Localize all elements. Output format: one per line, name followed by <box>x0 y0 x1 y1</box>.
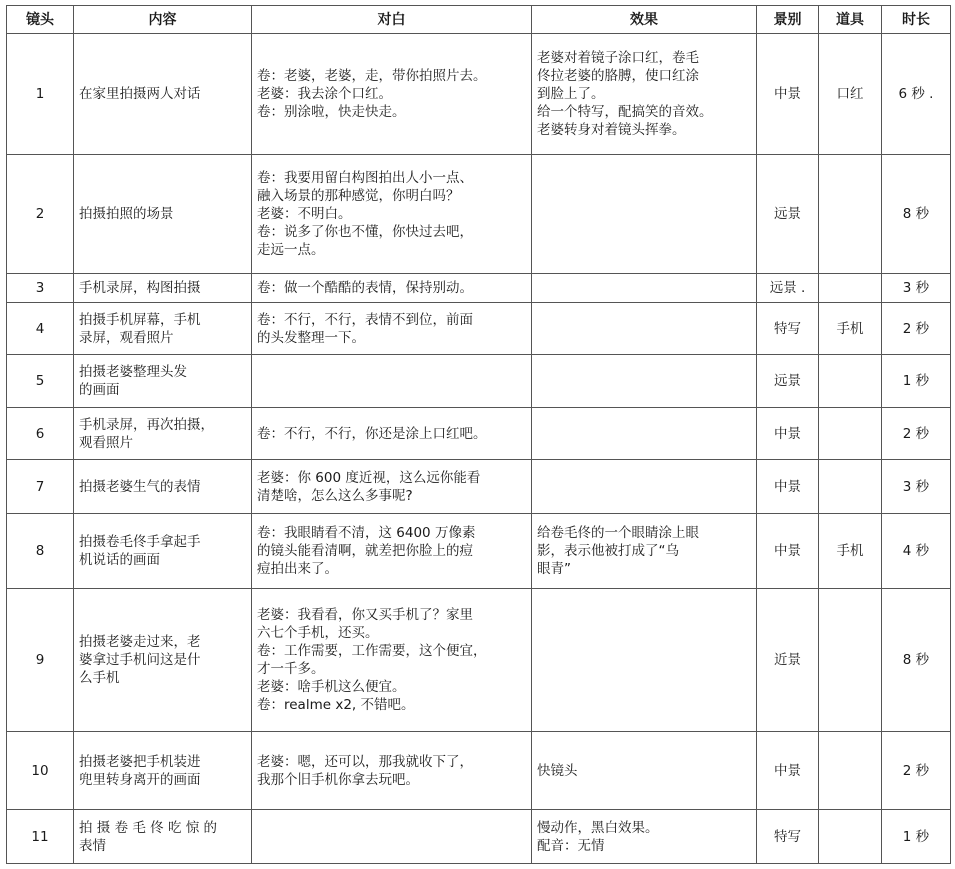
duration-cell: 1 秒 <box>882 355 951 408</box>
effect-cell <box>532 408 757 460</box>
dialogue-cell-line: 融入场景的那种感觉，你明白吗？ <box>257 188 460 204</box>
shot-size-cell: 特写 <box>757 810 819 864</box>
shot-number-cell: 5 <box>7 355 74 408</box>
dialogue-cell-line: 的头发整理一下。 <box>257 329 365 346</box>
content-cell-line: 拍摄卷毛佟手拿起手 <box>79 534 201 550</box>
shot-number-cell: 8 <box>7 514 74 589</box>
duration-cell: 1 秒 <box>882 810 951 864</box>
dialogue-cell-line: 老婆：我去涂个口红。 <box>257 86 392 102</box>
content-cell-line: 拍 摄 卷 毛 佟 吃 惊 的 <box>79 819 218 836</box>
effect-cell <box>532 810 757 864</box>
dialogue-cell-line: 老婆：啥手机这么便宜。 <box>257 679 406 695</box>
shot-number-cell: 11 <box>7 810 74 864</box>
effect-cell-line: 给一个特写，配搞笑的音效。 <box>537 104 713 120</box>
table-row <box>7 460 951 514</box>
dialogue-cell-line: 卷：不行，不行，表情不到位，前面 <box>257 311 473 328</box>
dialogue-cell-line: 老婆：不明白。 <box>257 206 352 222</box>
shot-size-cell: 中景 <box>757 408 819 460</box>
effect-cell-line: 影，表示他被打成了“乌 <box>537 543 679 559</box>
content-cell <box>74 155 252 274</box>
duration-cell: 4 秒 <box>882 514 951 589</box>
shot-number-cell: 2 <box>7 155 74 274</box>
dialogue-cell <box>252 810 532 864</box>
effect-cell-line: 佟拉老婆的胳膊，使口红涂 <box>537 68 699 84</box>
header-prop: 道具 <box>819 6 882 34</box>
shot-size-cell: 近景 <box>757 589 819 732</box>
dialogue-cell-line: 我那个旧手机你拿去玩吧。 <box>257 771 419 788</box>
header-shot-size: 景别 <box>757 6 819 34</box>
prop-cell <box>819 155 882 274</box>
dialogue-cell <box>252 274 532 303</box>
shot-number-cell: 3 <box>7 274 74 303</box>
shot-size-cell: 中景 <box>757 460 819 514</box>
content-cell <box>74 514 252 589</box>
duration-cell: 6 秒 . <box>882 34 951 155</box>
dialogue-cell-line: 卷：我要用留白构图拍出人小一点、 <box>257 170 473 186</box>
content-cell <box>74 408 252 460</box>
dialogue-cell-line: 老婆：我看看，你又买手机了？家里 <box>257 607 473 623</box>
dialogue-cell <box>252 155 532 274</box>
dialogue-cell-line: 六七个手机，还买。 <box>257 625 379 641</box>
prop-cell <box>819 408 882 460</box>
content-cell <box>74 303 252 355</box>
content-cell-line: 表情 <box>79 837 106 854</box>
dialogue-cell-line: 卷：做一个酷酷的表情，保持别动。 <box>257 280 473 296</box>
prop-cell <box>819 274 882 303</box>
content-cell-line: 拍摄老婆整理头发 <box>79 364 187 380</box>
table-row <box>7 155 951 274</box>
prop-cell <box>819 355 882 408</box>
content-cell-line: 拍摄手机屏幕，手机 <box>79 311 201 328</box>
table-row <box>7 274 951 303</box>
dialogue-cell-line: 的镜头能看清啊，就差把你脸上的痘 <box>257 543 473 559</box>
dialogue-cell-line: 清楚啥，怎么这么多事呢? <box>257 487 413 504</box>
shot-number-cell: 7 <box>7 460 74 514</box>
prop-cell <box>819 732 882 810</box>
content-cell-line: 手机录屏，构图拍摄 <box>79 280 201 296</box>
dialogue-cell-line: 老婆：你 600 度近视，这么远你能看 <box>257 469 481 486</box>
header-content: 内容 <box>74 6 252 34</box>
shot-size-cell: 中景 <box>757 732 819 810</box>
table-row <box>7 408 951 460</box>
header-row <box>7 6 951 34</box>
header-effect: 效果 <box>532 6 757 34</box>
effect-cell-line: 老婆对着镜子涂口红，卷毛 <box>537 50 699 66</box>
dialogue-cell-line: 卷：不行，不行，你还是涂上口红吧。 <box>257 425 487 442</box>
duration-cell: 8 秒 <box>882 589 951 732</box>
effect-cell <box>532 460 757 514</box>
content-cell-line: 录屏，观看照片 <box>79 329 174 346</box>
table-row <box>7 732 951 810</box>
effect-cell-line: 到脸上了。 <box>537 86 605 102</box>
dialogue-cell-line: 痘拍出来了。 <box>257 561 338 577</box>
shot-number-cell: 1 <box>7 34 74 155</box>
content-cell-line: 在家里拍摄两人对话 <box>79 86 201 102</box>
dialogue-cell-line: 卷：说多了你也不懂，你快过去吧， <box>257 224 473 240</box>
dialogue-cell-line: 走远一点。 <box>257 242 325 258</box>
content-cell <box>74 274 252 303</box>
table-row <box>7 355 951 408</box>
duration-cell: 3 秒 <box>882 274 951 303</box>
content-cell <box>74 34 252 155</box>
table-row <box>7 589 951 732</box>
prop-cell: 口红 <box>819 34 882 155</box>
header-shot: 镜头 <box>7 6 74 34</box>
content-cell-line: 婆拿过手机问这是什 <box>79 652 201 668</box>
dialogue-cell <box>252 514 532 589</box>
effect-cell <box>532 274 757 303</box>
duration-cell: 2 秒 <box>882 408 951 460</box>
shot-size-cell: 中景 <box>757 514 819 589</box>
shot-size-cell: 特写 <box>757 303 819 355</box>
content-cell-line: 手机录屏，再次拍摄， <box>79 416 214 433</box>
table-row <box>7 303 951 355</box>
prop-cell: 手机 <box>819 514 882 589</box>
shot-number-cell: 4 <box>7 303 74 355</box>
dialogue-cell <box>252 589 532 732</box>
duration-cell: 2 秒 <box>882 732 951 810</box>
shot-size-cell: 中景 <box>757 34 819 155</box>
content-cell <box>74 589 252 732</box>
content-cell-line: 兜里转身离开的画面 <box>79 771 201 788</box>
storyboard-table <box>6 5 951 864</box>
effect-cell <box>532 355 757 408</box>
dialogue-cell-line: 卷：realme x2, 不错吧。 <box>257 697 415 713</box>
duration-cell: 3 秒 <box>882 460 951 514</box>
table-row <box>7 514 951 589</box>
dialogue-cell <box>252 732 532 810</box>
effect-cell <box>532 303 757 355</box>
content-cell <box>74 732 252 810</box>
dialogue-cell-line: 才一千多。 <box>257 661 325 677</box>
table-row <box>7 34 951 155</box>
effect-cell <box>532 589 757 732</box>
dialogue-cell <box>252 34 532 155</box>
dialogue-cell-line: 卷：工作需要，工作需要，这个便宜， <box>257 643 487 659</box>
content-cell-line: 拍摄拍照的场景 <box>79 206 174 222</box>
content-cell <box>74 810 252 864</box>
shot-number-cell: 9 <box>7 589 74 732</box>
shot-size-cell: 远景 <box>757 155 819 274</box>
content-cell <box>74 355 252 408</box>
prop-cell: 手机 <box>819 303 882 355</box>
effect-cell <box>532 732 757 810</box>
dialogue-cell <box>252 355 532 408</box>
duration-cell: 8 秒 <box>882 155 951 274</box>
dialogue-cell <box>252 303 532 355</box>
content-cell-line: 的画面 <box>79 382 120 398</box>
shot-number-cell: 6 <box>7 408 74 460</box>
effect-cell-line: 慢动作，黑白效果。 <box>537 819 659 836</box>
effect-cell <box>532 155 757 274</box>
effect-cell-line: 给卷毛佟的一个眼睛涂上眼 <box>537 525 699 541</box>
content-cell-line: 观看照片 <box>79 434 133 451</box>
header-duration: 时长 <box>882 6 951 34</box>
content-cell <box>74 460 252 514</box>
prop-cell <box>819 460 882 514</box>
effect-cell <box>532 514 757 589</box>
content-cell-line: 拍摄老婆生气的表情 <box>79 478 201 495</box>
effect-cell-line: 眼青” <box>537 561 571 577</box>
dialogue-cell <box>252 408 532 460</box>
header-dialogue: 对白 <box>252 6 532 34</box>
dialogue-cell <box>252 460 532 514</box>
content-cell-line: 么手机 <box>79 670 120 686</box>
dialogue-cell-line: 卷：老婆，老婆，走，带你拍照片去。 <box>257 68 487 84</box>
dialogue-cell-line: 卷：我眼睛看不清，这 6400 万像素 <box>257 525 476 541</box>
effect-cell-line: 快镜头 <box>537 762 578 779</box>
shot-size-cell: 远景 . <box>757 274 819 303</box>
content-cell-line: 拍摄老婆把手机装进 <box>79 753 201 770</box>
content-cell-line: 拍摄老婆走过来，老 <box>79 634 201 650</box>
shot-number-cell: 10 <box>7 732 74 810</box>
effect-cell-line: 配音：无情 <box>537 837 605 854</box>
effect-cell <box>532 34 757 155</box>
table-row <box>7 810 951 864</box>
dialogue-cell-line: 老婆：嗯，还可以，那我就收下了， <box>257 753 473 770</box>
effect-cell-line: 老婆转身对着镜头挥拳。 <box>537 122 686 138</box>
duration-cell: 2 秒 <box>882 303 951 355</box>
prop-cell <box>819 589 882 732</box>
content-cell-line: 机说话的画面 <box>79 552 160 568</box>
shot-size-cell: 远景 <box>757 355 819 408</box>
prop-cell <box>819 810 882 864</box>
dialogue-cell-line: 卷：别涂啦，快走快走。 <box>257 104 406 120</box>
